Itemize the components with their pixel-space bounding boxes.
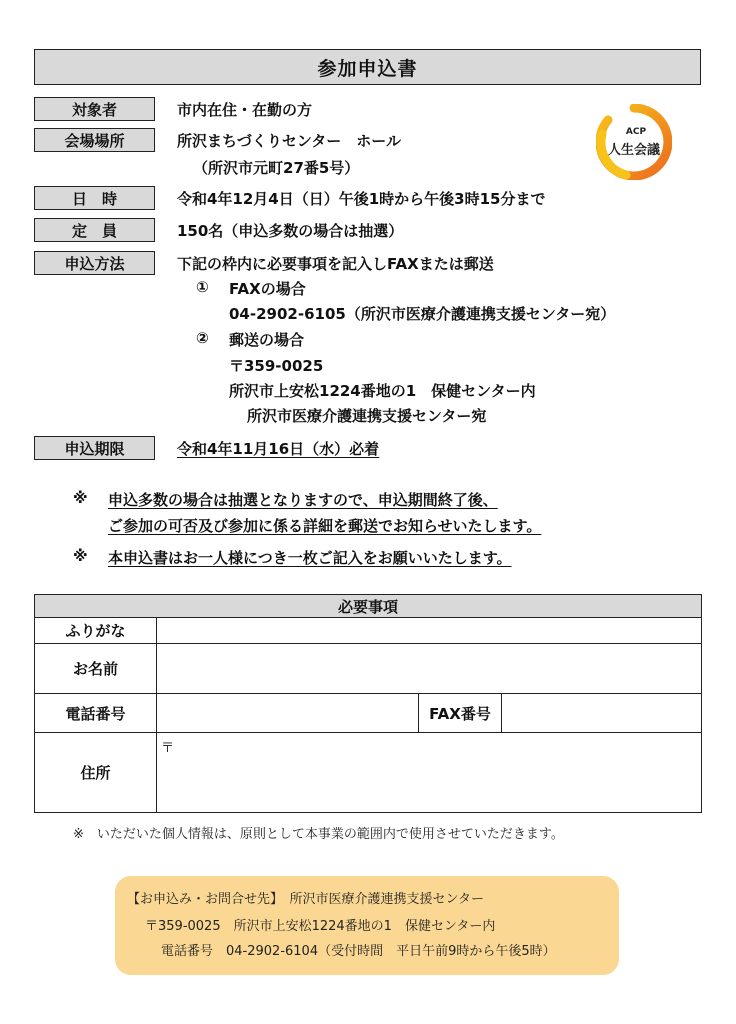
- form-header: 必要事項: [35, 595, 702, 618]
- value-datetime: 令和4年12月4日（日）午後1時から午後3時15分まで: [177, 190, 546, 208]
- note1-line2: ご参加の可否及び参加に係る詳細を郵送でお知らせいたします。: [108, 517, 542, 535]
- method-fax-number: ①: [196, 278, 209, 296]
- logo-main: 人生会議: [607, 143, 661, 158]
- value-venue: 所沢まちづくりセンター ホール: [177, 132, 401, 150]
- application-form-table: [34, 594, 702, 813]
- acp-logo: [596, 104, 672, 180]
- contact-line1: 【お申込み・お問合せ先】 所沢市医療介護連携支援センター: [127, 892, 484, 907]
- logo-acp: ACP: [625, 127, 647, 137]
- method-mail-title: 郵送の場合: [229, 331, 305, 349]
- address-field[interactable]: [157, 733, 702, 813]
- note2-mark: ※: [73, 547, 88, 565]
- phone-label: 電話番号: [35, 694, 157, 733]
- label-capacity: 定 員: [34, 218, 155, 242]
- phone-field[interactable]: [157, 694, 419, 733]
- form-title: 参加申込書: [34, 49, 701, 85]
- privacy-note: ※ いただいた個人情報は、原則として本事業の範囲内で使用させていただきます。: [73, 827, 564, 842]
- label-method: 申込方法: [34, 251, 155, 275]
- note2: 本申込書はお一人様につき一枚ご記入をお願いいたします。: [108, 549, 512, 567]
- label-deadline: 申込期限: [34, 436, 155, 460]
- method-mail-number: ②: [196, 329, 209, 347]
- contact-box: [115, 876, 619, 975]
- method-mail-recipient: 所沢市医療介護連携支援センター宛: [247, 407, 487, 425]
- method-mail-address: 所沢市上安松1224番地の1 保健センター内: [229, 382, 536, 400]
- note1-line1: 申込多数の場合は抽選となりますので、申込期間終了後、: [108, 491, 498, 509]
- note1-mark: ※: [73, 489, 88, 507]
- label-datetime: 日 時: [34, 186, 155, 210]
- contact-line2: 〒359-0025 所沢市上安松1224番地の1 保健センター内: [145, 919, 496, 934]
- fax-label: FAX番号: [419, 694, 502, 733]
- value-capacity: 150名（申込多数の場合は抽選）: [177, 222, 404, 240]
- postal-mark: 〒: [161, 741, 175, 756]
- method-fax-title: FAXの場合: [229, 280, 306, 298]
- address-label: 住所: [35, 733, 157, 813]
- label-venue: 会場場所: [34, 128, 155, 152]
- value-method: 下記の枠内に必要事項を記入しFAXまたは郵送: [177, 255, 494, 273]
- method-fax-detail: 04-2902-6105（所沢市医療介護連携支援センター宛）: [229, 305, 616, 323]
- name-field[interactable]: [157, 644, 702, 694]
- value-venue-address: （所沢市元町27番5号）: [193, 159, 360, 177]
- value-deadline: 令和4年11月16日（水）必着: [177, 440, 380, 458]
- contact-line3: 電話番号 04-2902-6104（受付時間 平日午前9時から午後5時）: [161, 944, 556, 959]
- name-label: お名前: [35, 644, 157, 694]
- furigana-field[interactable]: [157, 618, 702, 644]
- label-target: 対象者: [34, 97, 155, 121]
- fax-field[interactable]: [502, 694, 702, 733]
- method-mail-zip: 〒359-0025: [229, 357, 324, 375]
- furigana-label: ふりがな: [35, 618, 157, 644]
- value-target: 市内在住・在勤の方: [177, 101, 313, 119]
